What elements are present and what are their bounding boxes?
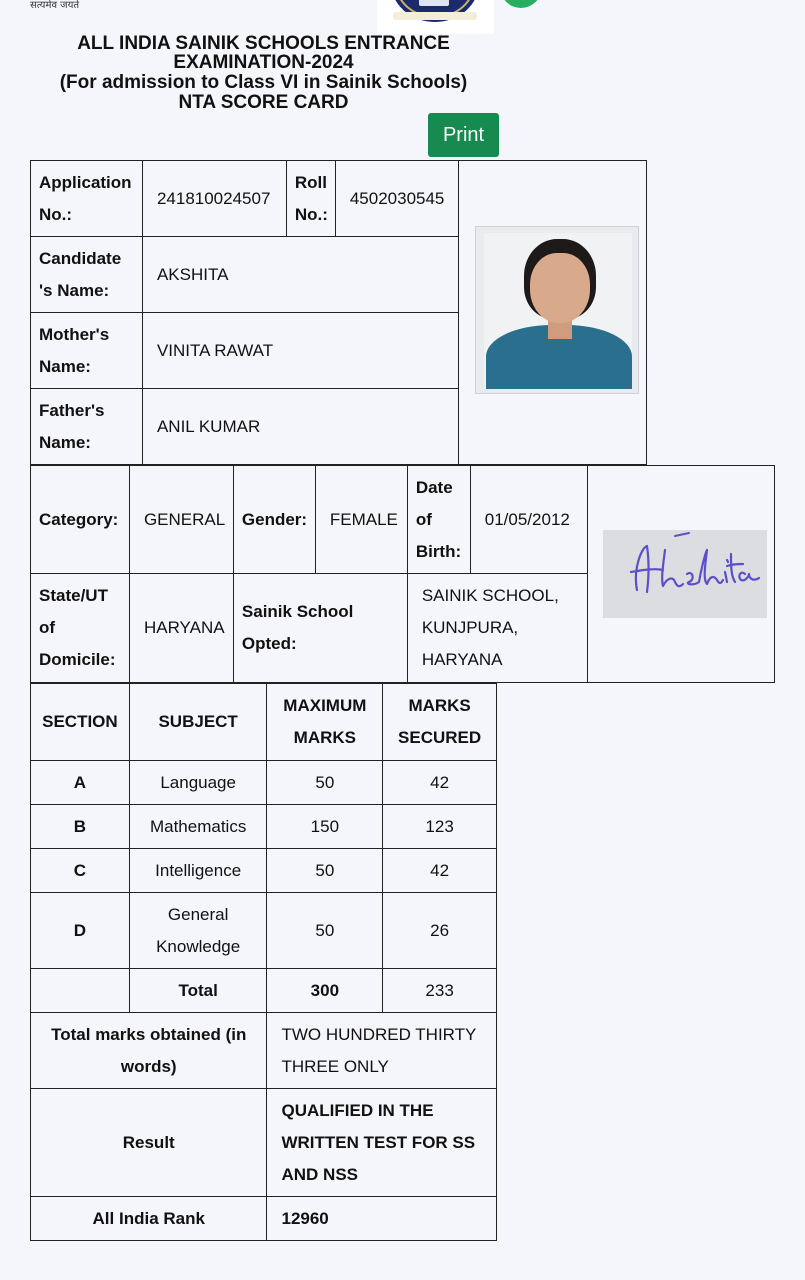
emblem-motto: सत्यमेव जयते	[30, 0, 80, 11]
dob-value: 01/05/2012	[470, 466, 587, 574]
category-value: GENERAL	[129, 466, 233, 574]
result-value: QUALIFIED IN THE WRITTEN TEST FOR SS AND NSS	[267, 1089, 497, 1197]
gender-value: FEMALE	[315, 466, 407, 574]
candidate-name-value: AKSHITA	[142, 237, 458, 313]
subject-cell: Mathematics	[129, 805, 267, 849]
table-row	[31, 761, 497, 805]
section-cell: C	[31, 849, 130, 893]
school-label: Sainik School Opted:	[233, 574, 407, 683]
category-label: Category:	[31, 466, 130, 574]
result-label: Result	[31, 1089, 267, 1197]
roll-no-label: Roll No.:	[286, 161, 335, 237]
state-value: HARYANA	[129, 574, 233, 683]
marks-in-words-label: Total marks obtained (in words)	[31, 1013, 267, 1089]
subject-cell: Language	[129, 761, 267, 805]
marks-in-words-row	[31, 1013, 497, 1089]
total-secured-marks: 233	[383, 969, 497, 1013]
section-cell: B	[31, 805, 130, 849]
school-value: SAINIK SCHOOL, KUNJPURA, HARYANA	[407, 574, 587, 683]
exam-subtitle: (For admission to Class VI in Sainik Schools)	[59, 72, 468, 93]
roll-no-value: 4502030545	[335, 161, 458, 237]
exam-title-line-1: ALL INDIA SAINIK SCHOOLS ENTRANCE	[77, 33, 450, 54]
table-row	[31, 849, 497, 893]
status-dot-icon	[501, 0, 541, 8]
print-button[interactable]: Print	[428, 113, 499, 157]
table-row	[31, 893, 497, 969]
header-marks-secured: MARKS SECURED	[383, 684, 497, 761]
candidate-name-label: Candidate 's Name:	[31, 237, 143, 313]
secured-marks-cell: 42	[383, 849, 497, 893]
candidate-signature	[603, 530, 767, 618]
max-marks-cell: 50	[267, 893, 383, 969]
empty-cell	[31, 969, 130, 1013]
section-cell: D	[31, 893, 130, 969]
dob-label: Date of Birth:	[407, 466, 470, 574]
section-cell: A	[31, 761, 130, 805]
application-no-label: Application No.:	[31, 161, 143, 237]
header-section: SECTION	[31, 684, 130, 761]
secured-marks-cell: 123	[383, 805, 497, 849]
max-marks-cell: 50	[267, 849, 383, 893]
max-marks-cell: 50	[267, 761, 383, 805]
rank-label: All India Rank	[31, 1197, 267, 1241]
rank-row	[31, 1197, 497, 1241]
subject-cell: General Knowledge	[129, 893, 267, 969]
max-marks-cell: 150	[267, 805, 383, 849]
header-subject: SUBJECT	[129, 684, 267, 761]
father-name-label: Father's Name:	[31, 389, 143, 465]
mother-name-value: VINITA RAWAT	[142, 313, 458, 389]
secured-marks-cell: 42	[383, 761, 497, 805]
marks-in-words-value: TWO HUNDRED THIRTY THREE ONLY	[267, 1013, 497, 1089]
father-name-value: ANIL KUMAR	[142, 389, 458, 465]
mother-name-label: Mother's Name:	[31, 313, 143, 389]
sainik-school-logo	[377, 0, 494, 34]
application-no-value: 241810024507	[142, 161, 286, 237]
marks-table	[30, 683, 497, 1241]
exam-title-line-2: EXAMINATION-2024	[173, 52, 354, 73]
scorecard-title: NTA SCORE CARD	[178, 92, 349, 113]
header-maximum-marks: MAXIMUM MARKS	[267, 684, 383, 761]
candidate-photo	[475, 226, 639, 394]
total-label: Total	[129, 969, 267, 1013]
secured-marks-cell: 26	[383, 893, 497, 969]
gender-label: Gender:	[233, 466, 315, 574]
rank-value: 12960	[267, 1197, 497, 1241]
result-row	[31, 1089, 497, 1197]
state-label: State/UT of Domicile:	[31, 574, 130, 683]
subject-cell: Intelligence	[129, 849, 267, 893]
total-row	[31, 969, 497, 1013]
total-max-marks: 300	[267, 969, 383, 1013]
table-row	[31, 805, 497, 849]
